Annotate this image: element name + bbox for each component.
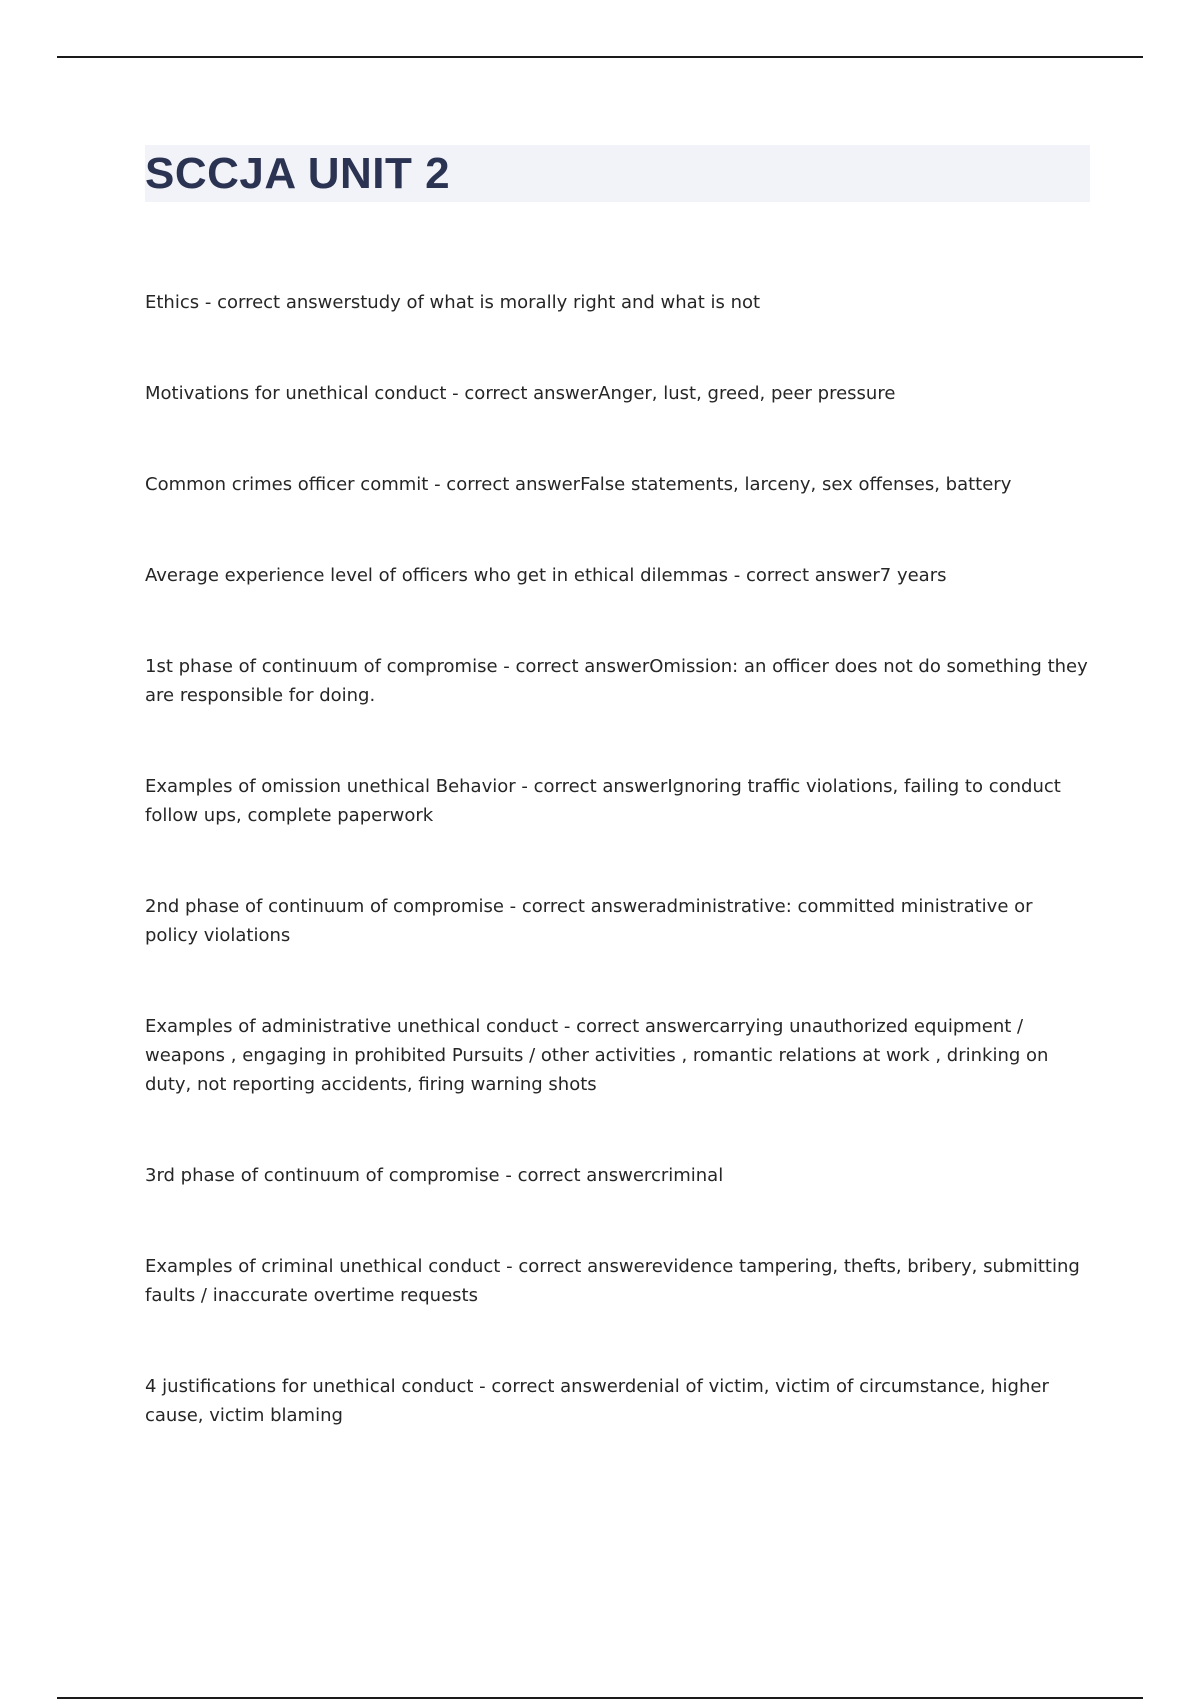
item-answer: criminal xyxy=(650,1165,724,1186)
item-answer: False statements, larceny, sex offenses, battery xyxy=(580,474,1012,495)
item-separator: - xyxy=(199,292,218,313)
item-term: 2nd phase of continuum of compromise xyxy=(145,896,504,917)
item-answer: study of what is morally right and what is not xyxy=(350,292,761,313)
item-answer-label: correct answer xyxy=(464,383,599,404)
item-term: Ethics xyxy=(145,292,200,313)
list-item xyxy=(145,1252,1090,1310)
item-answer-label: correct answer xyxy=(533,776,668,797)
list-item xyxy=(145,561,1090,590)
item-separator: - xyxy=(428,474,447,495)
list-item xyxy=(145,652,1090,710)
item-answer-label: correct answer xyxy=(515,656,650,677)
list-item xyxy=(145,470,1090,499)
item-separator: - xyxy=(515,776,534,797)
item-term: Common crimes officer commit xyxy=(145,474,429,495)
item-term: Motivations for unethical conduct xyxy=(145,383,447,404)
item-answer-label: correct answer xyxy=(517,1165,651,1186)
item-term: 3rd phase of continuum of compromise xyxy=(145,1165,500,1186)
list-item xyxy=(145,1161,1090,1190)
item-answer-label: correct answer xyxy=(521,896,656,917)
list-item xyxy=(145,892,1090,950)
item-answer: 7 years xyxy=(879,565,947,586)
item-answer-label: correct answer xyxy=(217,292,351,313)
list-item xyxy=(145,1372,1090,1430)
item-separator: - xyxy=(503,896,522,917)
item-answer-label: correct answer xyxy=(446,474,581,495)
item-term: 4 justifications for unethical conduct xyxy=(145,1376,474,1397)
bottom-rule xyxy=(57,1697,1143,1699)
list-item xyxy=(145,379,1090,408)
item-answer: denial of victim, victim of circumstance, higher cause, victim blaming xyxy=(145,1376,1049,1426)
item-term: Examples of criminal unethical conduct xyxy=(145,1256,501,1277)
item-term: Examples of omission unethical Behavior xyxy=(145,776,516,797)
item-answer: Anger, lust, greed, peer pressure xyxy=(598,383,896,404)
item-separator: - xyxy=(497,656,516,677)
list-item xyxy=(145,772,1090,830)
item-term: Average experience level of officers who get in ethical dilemmas xyxy=(145,565,729,586)
item-separator: - xyxy=(728,565,747,586)
item-answer-label: correct answer xyxy=(746,565,880,586)
item-answer: Omission: an officer does not do something they are responsible for doing. xyxy=(145,656,1088,706)
item-answer: Ignoring traffic violations, failing to conduct follow ups, complete paperwork xyxy=(145,776,1061,826)
list-item xyxy=(145,1012,1090,1099)
top-rule xyxy=(57,56,1143,58)
item-separator: - xyxy=(473,1376,492,1397)
item-answer: carrying unauthorized equipment / weapons , engaging in prohibited Pursuits / other activities , romantic relations at work , drinking on duty, not reporting accidents, firing warning shots xyxy=(145,1016,1049,1095)
item-term: 1st phase of continuum of compromise xyxy=(145,656,498,677)
page-title: SCCJA UNIT 2 xyxy=(145,149,451,198)
item-separator: - xyxy=(499,1165,518,1186)
item-answer-label: correct answer xyxy=(491,1376,625,1397)
item-separator: - xyxy=(558,1016,577,1037)
list-item xyxy=(145,288,1090,317)
item-answer-label: correct answer xyxy=(576,1016,710,1037)
item-term: Examples of administrative unethical conduct xyxy=(145,1016,559,1037)
item-answer-label: correct answer xyxy=(518,1256,652,1277)
qa-list xyxy=(145,288,1090,1492)
item-answer: administrative: committed ministrative or policy violations xyxy=(145,896,1033,946)
item-answer: evidence tampering, thefts, bribery, submitting faults / inaccurate overtime requests xyxy=(145,1256,1080,1306)
item-separator: - xyxy=(446,383,465,404)
item-separator: - xyxy=(500,1256,519,1277)
